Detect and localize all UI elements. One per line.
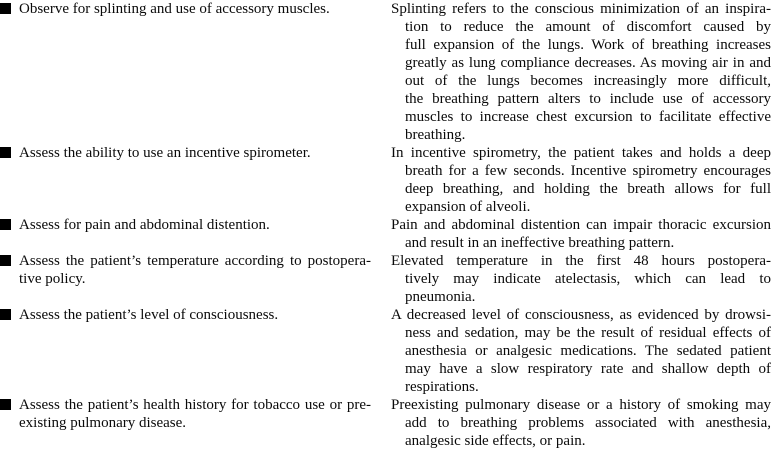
assessment-cell	[0, 216, 391, 234]
bullet-square-icon	[0, 219, 11, 230]
table-row	[0, 216, 771, 252]
rationale-cell	[391, 252, 771, 306]
bullet-square-icon	[0, 3, 11, 14]
rationale-text-line: greatly as lung compliance decreases. As moving air in and	[405, 55, 771, 71]
rationale-text-line: respirations.	[405, 379, 479, 395]
rationale-text-line: tively may indicate atelectasis, which can lead to	[405, 271, 771, 287]
assessment-text-line: Observe for splinting and use of accessory muscles.	[19, 1, 330, 17]
table-row	[0, 252, 771, 306]
rationale-text-line: out of the lungs becomes increasingly more difficult,	[405, 73, 771, 89]
rationale-text-line: Elevated temperature in the first 48 hours postopera-	[391, 253, 771, 269]
rationale-cell	[391, 216, 771, 252]
assessment-text	[19, 0, 371, 18]
rationale-text-line: analgesic side effects, or pain.	[405, 433, 586, 449]
table-row	[0, 306, 771, 396]
bullet-square-icon	[0, 147, 11, 158]
assessment-text-line: existing pulmonary disease.	[19, 415, 187, 431]
assessment-text	[19, 396, 371, 432]
bullet-square-icon	[0, 399, 11, 410]
assessment-text-line: Assess the patient’s temperature according to postopera-	[19, 253, 371, 269]
rationale-text-line: Splinting refers to the conscious minimization of an inspira-	[391, 1, 771, 17]
assessment-text-line: Assess the ability to use an incentive spirometer.	[19, 145, 311, 161]
rationale-text-line: In incentive spirometry, the patient takes and holds a deep	[391, 145, 771, 161]
rationale-text-line: Pain and abdominal distention can impair thoracic excursion	[391, 217, 771, 233]
assessment-cell	[0, 396, 391, 432]
rationale-text-line: and result in an ineffective breathing pattern.	[405, 235, 675, 251]
assessment-cell	[0, 306, 391, 324]
rationale-text-line: full expansion of the lungs. Work of breathing increases	[405, 37, 771, 53]
rationale-text-line: the breathing pattern alters to include use of accessory	[405, 91, 771, 107]
rationale-text-line: Preexisting pulmonary disease or a history of smoking may	[391, 397, 771, 413]
assessment-cell	[0, 144, 391, 162]
assessment-cell	[0, 0, 391, 18]
rationale-text-line: add to breathing problems associated with anesthesia,	[405, 415, 771, 431]
rationale-text-line: anesthesia or analgesic medications. The sedated patient	[405, 343, 771, 359]
rationale-cell	[391, 306, 771, 396]
rationale-cell	[391, 396, 771, 450]
assessment-text-line: tive policy.	[19, 271, 86, 287]
bullet-square-icon	[0, 309, 11, 320]
rationale-text-line: may have a slow respiratory rate and shallow depth of	[405, 361, 771, 377]
table-row	[0, 144, 771, 216]
rationale-text-line: pneumonia.	[405, 289, 476, 305]
assessment-cell	[0, 252, 391, 288]
rationale-text-line: expansion of alveoli.	[405, 199, 531, 215]
assessment-text	[19, 216, 371, 234]
assessment-text	[19, 252, 371, 288]
rationale-text-line: A decreased level of consciousness, as evidenced by drowsi-	[391, 307, 771, 323]
assessment-text	[19, 144, 371, 162]
rationale-text-line: deep breathing, and holding the breath allows for full	[405, 181, 771, 197]
assessment-text-line: Assess the patient’s health history for tobacco use or pre-	[19, 397, 371, 413]
assessment-text	[19, 306, 371, 324]
rationale-text-line: breathing.	[405, 127, 466, 143]
rationale-text-line: breath for a few seconds. Incentive spirometry encourages	[405, 163, 771, 179]
rationale-cell	[391, 0, 771, 144]
table-row	[0, 0, 771, 144]
bullet-square-icon	[0, 255, 11, 266]
rationale-text-line: muscles to increase chest excursion to facilitate effective	[405, 109, 771, 125]
rationale-text-line: tion to reduce the amount of discomfort caused by	[405, 19, 771, 35]
table-row	[0, 396, 771, 450]
assessment-text-line: Assess for pain and abdominal distention.	[19, 217, 270, 233]
assessment-text-line: Assess the patient’s level of consciousness.	[19, 307, 279, 323]
rationale-cell	[391, 144, 771, 216]
rationale-text-line: ness and sedation, may be the result of residual effects of	[405, 325, 771, 341]
